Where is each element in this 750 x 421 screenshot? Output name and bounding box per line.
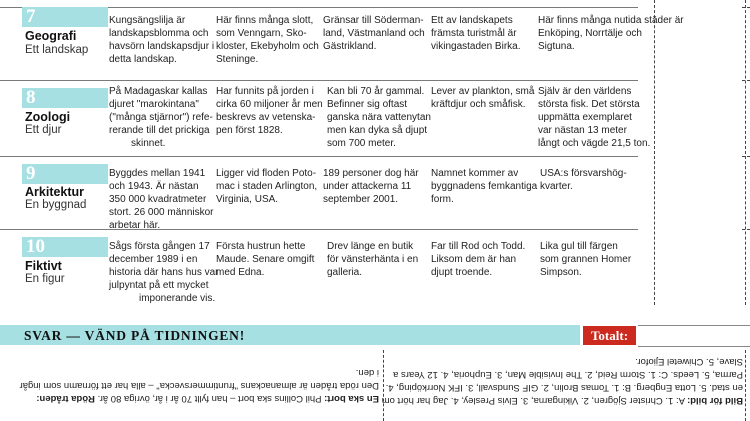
- category-number-block: [22, 7, 108, 27]
- quiz-row-fiktivt: [0, 229, 640, 305]
- category-title: Geografi: [25, 29, 77, 43]
- answers-left-upside-down: En ska bort: Phil Collins ska bort – han fyllt 70 år i år, övriga 80 år. Röda tråden: Den röda tråden är almanackans "fruntimmersvecka" – alla har ett förnamn som ingår i den.: [19, 367, 379, 404]
- answers-banner-label: SVAR — VÄND PÅ TIDNINGEN!: [24, 328, 246, 343]
- row-divider: [0, 80, 638, 81]
- clue-cell: Lika gul till färgen som grannen Homer Simpson.: [540, 241, 632, 278]
- quiz-row-arkitektur: [0, 156, 640, 229]
- clue-cell: Ligger vid floden Poto- mac i staden Arlington, Virginia, USA.: [216, 168, 318, 205]
- clue-cell: Far till Rod och Todd. Liksom dem är han djupt troende.: [431, 241, 526, 278]
- clue-cell: Namnet kommer av byggnadens femkantiga form.: [431, 168, 538, 205]
- answers-divider-dashed: [745, 350, 746, 421]
- grid-tick: [742, 156, 750, 157]
- quiz-row-zoologi: [0, 80, 651, 156]
- total-label: Totalt:: [583, 326, 636, 345]
- row-divider: [0, 229, 638, 230]
- clue-cell: Sågs första gången 17 december 1989 i en historia där hans hus var julpyntat på ett mycket imponerande vis.: [109, 241, 219, 304]
- row-divider: [0, 156, 638, 157]
- category-subtitle: En byggnad: [25, 199, 87, 211]
- clue-cell: Här finns många nutida städer är Enköping, Norrtälje och Sigtuna.: [538, 15, 684, 52]
- clue-cell: Kungsängslilja är landskapsblomma och havsörn landskapsdjur i detta landskap.: [109, 15, 215, 65]
- clue-cell: 189 personer dog här under attackerna 11 september 2001.: [323, 168, 419, 205]
- grid-tick: [742, 229, 750, 230]
- category-number: 10: [26, 236, 45, 257]
- clue-cell: Kan bli 70 år gammal. Befinner sig oftast ganska nära vattenytan men kan dyka så djupt som 700 meter.: [327, 86, 431, 149]
- grid-divider-dashed: [745, 0, 746, 305]
- clue-cell: Gränsar till Söderman- land, Västmanland och Gästrikland.: [323, 15, 425, 52]
- category-subtitle: Ett landskap: [25, 44, 89, 56]
- total-score-box: [638, 325, 750, 347]
- category-number-block: [22, 237, 108, 257]
- clue-cell: Byggdes mellan 1941 och 1943. Är nästan 350 000 kvadratmeter stort. 26 000 människor arbetar här.: [109, 168, 214, 231]
- clue-cell: Ett av landskapets främsta turistmål är vikingastaden Birka.: [431, 15, 521, 52]
- category-number: 7: [26, 6, 36, 27]
- clue-cell: Har funnits på jorden i cirka 60 miljoner år men beskrevs av vetenska- pen först 1828.: [216, 86, 323, 136]
- clue-cell: Själv är den världens största fisk. Det största uppmätta exemplaret var nästan 13 meter långt och vägde 21,5 ton.: [538, 86, 651, 149]
- answers-right-upside-down: Bild för bild: A: 1. Christer Sjögren, 2. Vikingarna, 3. Elvis Presley, 4. Jag har hört om en stad. 5. Lotta Engberg. B: 1. Tomas Brolin, 2. GIF Sundsvall, 3. IFK Norrköping, 4. Parma, 5. Leeds. C: 1. Storm Reid, 2. The Invisible Man, 3. Euphoria, 4. 12 Years a Slave, 5. Chiwetel Ejiofor.: [381, 356, 743, 406]
- grid-tick: [742, 7, 750, 8]
- clue-cell: Drev länge en butik för vänsterhänta i en galleria.: [327, 241, 419, 278]
- clue-cell: Första hustrun hette Maude. Senare omgift med Edna.: [216, 241, 315, 278]
- grid-tick: [742, 80, 750, 81]
- clue-cell: Lever av plankton, små kräftdjur och småfisk.: [431, 86, 535, 110]
- clue-cell: Här finns många slott, som Venngarn, Sko- kloster, Ekebyholm och Steninge.: [216, 15, 319, 65]
- category-title: Arkitektur: [25, 185, 85, 199]
- category-title: Fiktivt: [25, 259, 62, 273]
- answers-divider-dashed: [383, 350, 384, 421]
- category-number: 9: [26, 163, 36, 184]
- category-title: Zoologi: [25, 110, 71, 124]
- clue-cell: På Madagaskar kallas djuret "marokintana" ("många stjärnor") refe- rerande till det prickiga skinnet.: [109, 86, 213, 149]
- clue-cell: USA:s försvarshög- kvarter.: [540, 168, 627, 192]
- category-subtitle: Ett djur: [25, 124, 62, 136]
- quiz-row-geografi: [0, 6, 684, 80]
- category-subtitle: En figur: [25, 273, 65, 285]
- category-number: 8: [26, 87, 36, 108]
- category-number-block: [22, 164, 108, 184]
- category-number-block: [22, 88, 108, 108]
